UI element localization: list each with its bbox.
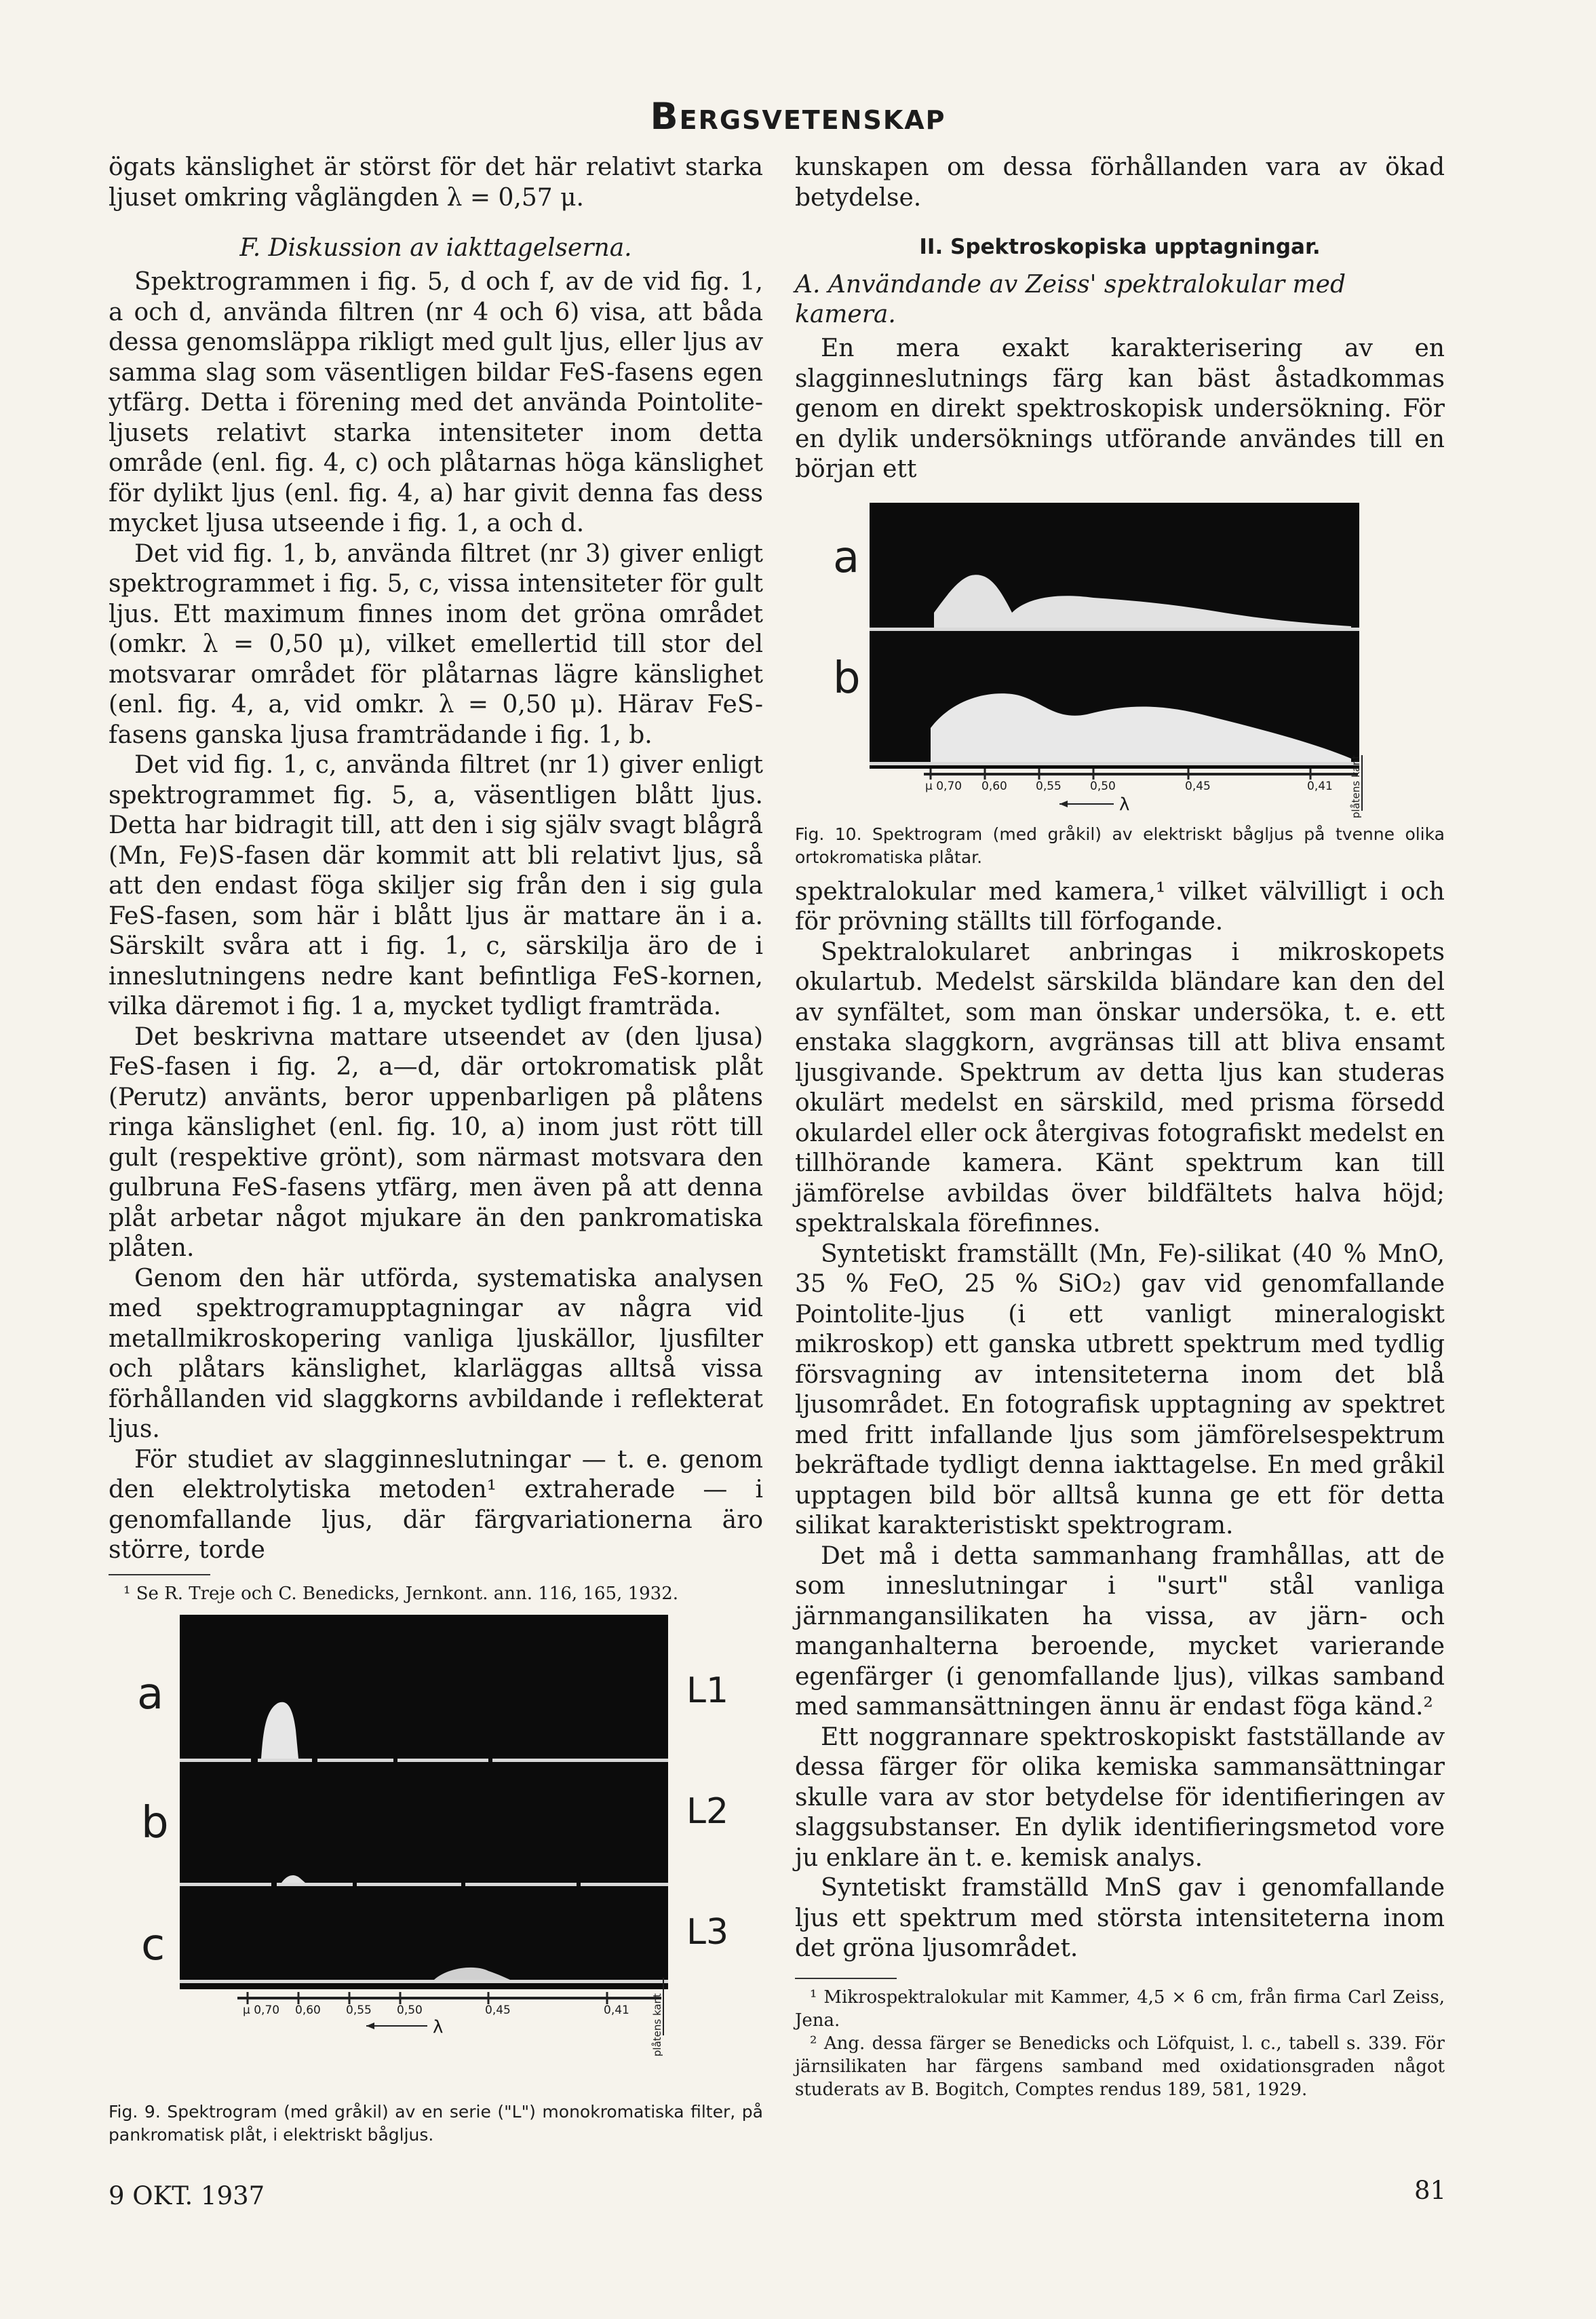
subsection-heading: A. Användande av Zeiss' spektralokular med kamera.: [795, 271, 1346, 328]
paragraph: En mera exakt karakterisering av en slagginneslutnings färg kan bäst åstadkommas genom en direkt spektroskopisk undersökning. För en dylik undersöknings utförande användes till en början ett: [795, 334, 1445, 483]
paragraph: Syntetiskt framställt (Mn, Fe)-silikat (40 % MnO, 35 % FeO, 25 % SiO₂) gav vid genomfallande Pointolite-ljus (i ett vanligt mineralogiskt mikroskop) ett ganska utbrett spektrum med tydlig försvagning av intensiteterna inom det blå ljusområdet. En fotografisk upptagning av spektret med fritt infallande ljus som jämförelsespektrum bekräftade tydligt denna iakttagelse. En med gråkil upptagen bild bör alltså kunna ge ett för detta silikat karakteristiskt spektrogram.: [795, 1240, 1445, 1539]
left-column: [109, 153, 763, 1605]
figure-9: [109, 1608, 763, 2151]
scale-tick: 0,50: [397, 2004, 423, 2017]
figure-label-c: c: [141, 1920, 166, 1970]
paragraph: kunskapen om dessa förhållanden vara av ökad betydelse.: [795, 153, 1445, 212]
spectrogram-image: [109, 1608, 763, 2042]
section-heading: II. Spektroskopiska upptagningar.: [919, 235, 1321, 259]
section-heading: F. Diskussion av iakttagelserna.: [239, 234, 632, 262]
plate-edge-label: plåtens kant: [651, 1993, 663, 2057]
paragraph: Genom den här utförda, systematiska analysen med spektrogramupptagningar av några vid metallmikroskopering vanliga ljuskällor, ljusfilter och plåtars känslighet, klarläggas alltså vissa förhållanden vid slaggkorns avbildande i reflekterat ljus.: [109, 1264, 763, 1443]
lambda-label: λ: [433, 2017, 444, 2037]
figure-label-a: a: [137, 1669, 164, 1719]
paragraph: Det vid fig. 1, c, använda filtret (nr 1) giver enligt spektrogrammet fig. 5, a, väsentligen blått ljus. Detta har bidragit till, att den i sig själv svagt blågrå (Mn, Fe)S-fasen där kommit att bli relativt ljus, så att den endast föga skiljer sig från den i sig gula FeS-fasen, som här i blått ljus är mattare än i a. Särskilt svåra att i fig. 1, c, särskilja äro de i inneslutningens nedre kant befintliga FeS-kornen, vilka däremot i fig. 1 a, mycket tydligt framträda.: [109, 751, 763, 1020]
figure-10: [795, 497, 1445, 877]
page-number: 81: [1414, 2176, 1447, 2205]
scale-tick: 0,50: [1090, 779, 1116, 793]
footer-date: 9 OKT. 1937: [109, 2181, 265, 2210]
paragraph: spektralokular med kamera,¹ vilket välvilligt i och för prövning ställts till förfogande.: [795, 877, 1445, 936]
figure-caption: Fig. 10. Spektrogram (med gråkil) av elektriskt bågljus på tvenne olika ortokromatiska plåtar.: [795, 824, 1445, 867]
scale-tick: 0,45: [485, 2004, 511, 2017]
footnote-rule: [109, 1574, 210, 1575]
paragraph: För studiet av slagginneslutningar — t. e. genom den elektrolytiska metoden¹ extraherade — i genomfallande ljus, där färgvariationerna äro större, torde: [109, 1445, 763, 1564]
scale-tick: 0,60: [295, 2004, 321, 2017]
figure-label-b: b: [833, 653, 861, 704]
paragraph: Det vid fig. 1, b, använda filtret (nr 3) giver enligt spektrogrammet i fig. 5, c, vissa intensiteter för gult ljus. Ett maximum finnes inom det gröna området (omkr. λ = 0,50 μ), vilket emellertid till stor del motsvarar området för plåtarnas lägre känslighet (enl. fig. 4, a, vid omkr. λ = 0,50 μ). Härav FeS-fasens ganska ljusa framträdande i fig. 1, b.: [109, 539, 763, 749]
paragraph: Det må i detta sammanhang framhållas, att de som inneslutningar i "surt" stål vanliga järnmangansilikaten ha vissa, av järn- och manganhalterna beroende, mycket varierande egenfärger (i genomfallande ljus), vilkas samband med sammansättningen ännu är endast föga känd.²: [795, 1541, 1445, 1721]
scale-tick: μ 0,70: [925, 779, 962, 793]
scale-tick: 0,60: [981, 779, 1007, 793]
figure-caption: Fig. 9. Spektrogram (med gråkil) av en serie ("L") monokromatiska filter, på pankromatisk plåt, i elektriskt bågljus.: [109, 2102, 763, 2145]
footnote: ² Ang. dessa färger se Benedicks och Löfquist, l. c., tabell s. 339. För järnsilikaten har färgens samband med oxidationsgraden något studerats av B. Bogitch, Comptes rendus 189, 581, 1929.: [795, 2033, 1445, 2100]
running-header: Bergsvetenskap: [650, 95, 946, 138]
filter-label-l3: L3: [686, 1912, 729, 1953]
spectrogram-image: [795, 497, 1445, 816]
filter-label-l1: L1: [686, 1670, 729, 1711]
scale-tick: μ 0,70: [243, 2004, 280, 2017]
footnote: ¹ Se R. Treje och C. Benedicks, Jernkont. ann. 116, 165, 1932.: [123, 1583, 678, 1604]
filter-label-l2: L2: [686, 1791, 729, 1832]
paragraph: Spektralokularet anbringas i mikroskopets okulartub. Medelst särskilda bländare kan den del av synfältet, som man önskar undersöka, t. e. ett enstaka slaggkorn, avgränsas till att bliva ensamt ljusgivande. Spektrum av detta ljus kan studeras okulärt medelst en särskild, med prisma försedd okulardel eller ock återgivas fotografiskt medelst en tillhörande kamera. Känt spektrum kan till jämförelse avbildas över bildfältets halva höjd; spektralskala förefinnes.: [795, 938, 1445, 1238]
scale-tick: 0,55: [346, 2004, 372, 2017]
paragraph: ögats känslighet är störst för det här relativt starka ljuset omkring våglängden λ = 0,57 μ.: [109, 153, 763, 212]
paragraph: Syntetiskt framställd MnS gav i genomfallande ljus ett spektrum med största intensiteterna inom det gröna ljusområdet.: [795, 1874, 1445, 1962]
scale-tick: 0,45: [1185, 779, 1211, 793]
right-column: [795, 153, 1445, 2101]
paragraph: Ett noggrannare spektroskopiskt fastställande av dessa färger för olika kemiska sammansättningar skulle vara av stor betydelse för identifieringen av slaggsubstanser. En dylik identifieringsmetod vore ju enklare än t. e. kemisk analys.: [795, 1723, 1445, 1872]
scale-tick: 0,41: [604, 2004, 629, 2017]
lambda-label: λ: [1119, 794, 1130, 815]
scale-tick: 0,41: [1307, 779, 1333, 793]
footnote: ¹ Mikrospektralokular mit Kammer, 4,5 × 6 cm, från firma Carl Zeiss, Jena.: [795, 1987, 1445, 2031]
paragraph: Spektrogrammen i fig. 5, d och f, av de vid fig. 1, a och d, använda filtren (nr 4 och 6) visa, att båda dessa genomsläppa rikligt med gult ljus, eller ljus av samma slag som väsentligen bildar FeS-fasens egen ytfärg. Detta i förening med det använda Pointolite-ljusets relativt starka intensiteter inom detta område (enl. fig. 4, c) och plåtarnas höga känslighet för dylikt ljus (enl. fig. 4, a) har givit denna fas dess mycket ljusa utseende i fig. 1, a och d.: [109, 268, 763, 537]
plate-edge-label: plåtens kant: [1350, 754, 1362, 818]
paragraph: Det beskrivna mattare utseendet av (den ljusa) FeS-fasen i fig. 2, a—d, där ortokromatisk plåt (Perutz) använts, beror uppenbarligen på plåtens ringa känslighet (enl. fig. 10, a) inom just rött till gult (respektive grönt), som närmast motsvara den gulbruna FeS-fasens ytfärg, men även på att denna plåt arbetar något mjukare än den pankromatiska plåten.: [109, 1022, 763, 1262]
scale-tick: 0,55: [1036, 779, 1062, 793]
figure-label-a: a: [833, 532, 860, 583]
figure-label-b: b: [141, 1798, 169, 1848]
footnote-rule: [795, 1978, 897, 1979]
